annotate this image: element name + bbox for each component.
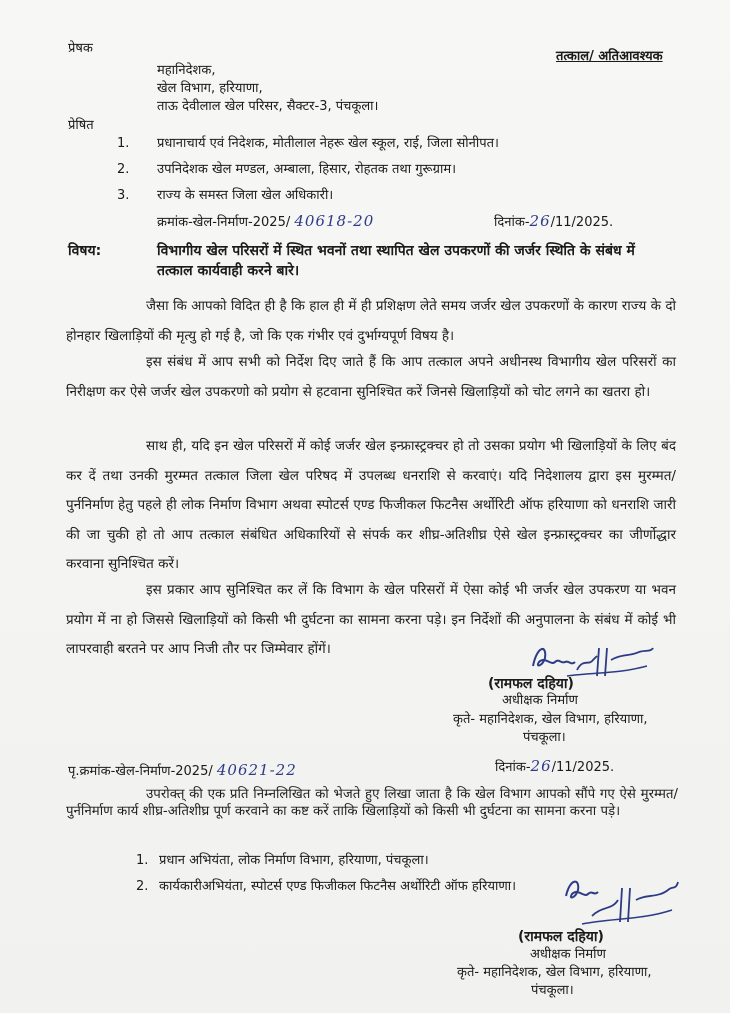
body-paragraph-2: इस संबंध में आप सभी को निर्देश दिए जाते हैं कि आप तत्काल अपने अधीनस्थ विभागीय खेल परिसरों का निरीक्षण कर ऐसे जर्जर खेल उपकरणो को प्रयोग से हटवाना सुनिश्चित करें जिनसे खिलाड़ियों को चोट लगने का खतरा हो।	[66, 354, 676, 400]
recipient-2: उपनिदेशक खेल मण्डल, अम्बाला, हिसार, रोहतक तथा गुरूग्राम।	[157, 162, 457, 177]
sender-label: प्रेषक	[68, 41, 93, 56]
memo-date	[494, 212, 613, 232]
date-handwritten: 26	[529, 212, 551, 230]
signatory-designation-1: अधीक्षक निर्माण	[502, 693, 578, 708]
body-paragraph-3: साथ ही, यदि इन खेल परिसरों में कोई जर्जर खेल इन्फ्रास्ट्रक्चर हो तो उसका प्रयोग भी खिलाड़ियों के लिए बंद कर दें तथा उनकी मुरम्मत तत्काल जिला खेल परिषद में उपलब्ध धनराशि से करवाएं। यदि निदेशालय द्वारा इस मुरम्मत/ पुर्ननिर्माण हेतु पहले ही लोक निर्माण विभाग अथवा स्पोटर्स एण्ड फिजीकल फिटनैस अर्थोरिटी ऑफ हरियाणा को धनराशि जारी की जा चुकी हो तो आप तत्काल संबंधित अधिकारियों से संपर्क कर शीघ्र-अतिशीघ्र ऐसे खेल इन्फ्रास्ट्रक्चर का जीर्णोद्धार करवाना सुनिश्चित करें।	[66, 438, 676, 572]
memo-handwritten: 40618-20	[294, 212, 375, 230]
endorsement-date-suffix: /11/2025.	[551, 760, 615, 775]
recipient-3: राज्य के समस्त जिला खेल अधिकारी।	[157, 188, 334, 203]
recipient-num-2: 2.	[117, 162, 130, 177]
memo-number	[157, 212, 374, 232]
endorsement-date-prefix: दिनांक-	[495, 760, 531, 775]
body-paragraph-4: इस प्रकार आप सुनिश्चित कर लें कि विभाग के खेल परिसरों में ऐसा कोई भी जर्जर खेल उपकरण या भवन प्रयोग में ना हो जिससे खिलाड़ियों को किसी भी दुर्घटना का सामना करना पड़े। इन निर्देशों की अनुपालना के संबंध में कोई भी लापरवाही बरतने पर आप निजी तौर पर जिम्मेवार होंगें।	[66, 582, 676, 657]
signatory-for-2: कृते- महानिदेशक, खेल विभाग, हरियाणा,	[457, 965, 652, 980]
date-suffix: /11/2025.	[550, 215, 614, 230]
signatory-designation-2: अधीक्षक निर्माण	[530, 947, 606, 962]
endorsement-date	[495, 757, 614, 777]
handwritten-signature-2	[562, 870, 680, 928]
endorsement-memo-prefix: पृ.क्रमांक-खेल-निर्माण-2025/	[68, 764, 213, 779]
endorsement-text: उपरोक्त् की एक प्रति निम्नलिखित को भेजते हुए लिखा जाता है कि खेल विभाग आपको सौंपे गए ऐसे मुरम्मत/ पुर्ननिर्माण कार्य शीघ्र-अतिशीघ्र पूर्ण करवाने का कष्ट करें ताकि खिलाड़ियों को किसी भी दुर्घटना का सामना करना पड़े।	[66, 787, 678, 819]
signatory-name-2: (रामफल दहिया)	[518, 929, 604, 945]
sender-line-2: खेल विभाग, हरियाणा,	[157, 81, 263, 96]
recipient-label: प्रेषित	[68, 118, 94, 133]
body-paragraph-1: जैसा कि आपको विदित ही है कि हाल ही में ही प्रशिक्षण लेते समय जर्जर खेल उपकरणों के कारण राज्य के दो होनहार खिलाड़ियों की मृत्यु हो गई है, जो कि एक गंभीर एवं दुर्भाग्यपूर्ण विषय है।	[66, 298, 676, 344]
copy-1: प्रधान अभियंता, लोक निर्माण विभाग, हरियाणा, पंचकूला।	[159, 853, 429, 868]
recipient-num-3: 3.	[117, 188, 130, 203]
copy-num-1: 1.	[136, 853, 149, 868]
recipient-num-1: 1.	[117, 136, 130, 151]
signatory-for-1: कृते- महानिदेशक, खेल विभाग, हरियाणा,	[453, 712, 648, 727]
signatory-city-1: पंचकूला।	[523, 730, 566, 745]
copy-2: कार्यकारीअभियंता, स्पोटर्स एण्ड फिजीकल फिटनैस अर्थोरिटी ऑफ हरियाणा।	[159, 879, 517, 894]
signatory-name-1: (रामफल दहिया)	[488, 676, 574, 692]
copy-num-2: 2.	[136, 879, 149, 894]
recipient-1: प्रधानाचार्य एवं निदेशक, मोतीलाल नेहरू खेल स्कूल, राई, जिला सोनीपत।	[157, 136, 499, 151]
date-prefix: दिनांक-	[494, 215, 530, 230]
subject-label: विषय:	[68, 243, 102, 259]
endorsement-memo	[68, 761, 297, 781]
sender-line-1: महानिदेशक,	[157, 63, 216, 78]
endorsement-memo-handwritten: 40621-22	[216, 761, 297, 779]
signatory-city-2: पंचकूला।	[531, 983, 574, 998]
memo-prefix: क्रमांक-खेल-निर्माण-2025/	[157, 215, 291, 230]
endorsement-date-handwritten: 26	[530, 757, 552, 775]
sender-line-3: ताऊ देवीलाल खेल परिसर, सैक्टर-3, पंचकूला।	[157, 99, 379, 114]
subject-text: विभागीय खेल परिसरों में स्थित भवनों तथा स्थापित खेल उपकरणों की जर्जर स्थिति के संबंध में तत्काल कार्यवाही करने बारे।	[157, 243, 635, 279]
urgent-tag: तत्काल/ अतिआवश्यक	[556, 49, 663, 64]
